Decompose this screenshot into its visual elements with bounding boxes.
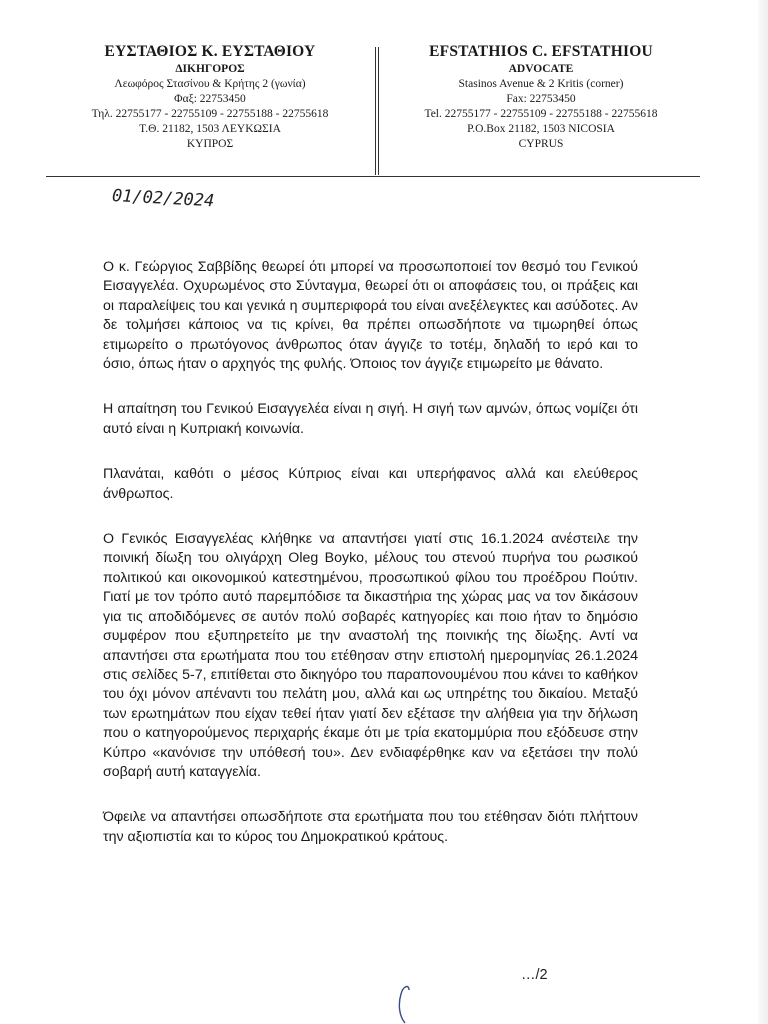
country-greek: ΚΥΠΡΟΣ bbox=[186, 138, 234, 150]
paragraph: Όφειλε να απαντήσει οπωσδήποτε στα ερωτήματα που του ετέθησαν διότι πλήττουν την αξιοπιστία και το κύρος του Δημοκρατικού κράτους. bbox=[103, 809, 638, 845]
letterhead-divider-2 bbox=[378, 47, 379, 175]
letterhead-divider bbox=[375, 47, 376, 175]
fax-greek: Φαξ: 22753450 bbox=[174, 93, 246, 105]
letter-body bbox=[103, 258, 638, 873]
address-english: Stasinos Avenue & 2 Kritis (corner) bbox=[458, 78, 624, 90]
page-continuation: …/2 bbox=[521, 967, 548, 983]
phones-greek: Τηλ. 22755177 - 22755109 - 22755188 - 22755618 bbox=[91, 108, 329, 120]
paragraph: Πλανάται, καθότι ο μέσος Κύπριος είναι και υπερήφανος αλλά και ελεύθερος άνθρωπος. bbox=[103, 466, 638, 502]
lawyer-title-english: ADVOCATE bbox=[508, 63, 574, 75]
paragraph: Ο κ. Γεώργιος Σαββίδης θεωρεί ότι μπορεί να προσωποποιεί τον θεσμό του Γενικού Εισαγγελέα. Οχυρωμένος στο Σύνταγμα, θεωρεί ότι οι αποφάσεις του, οι πράξεις και οι παραλείψεις του και γενικά η συμπεριφορά του είναι ανεξέλεγκτες και ασύδοτες. Αν δε τολμήσει κάποιος να τις κρίνει, θα πρέπει οπωσδήποτε να τιμωρηθεί όπως ετιμωρείτο ο πρωτόγονος άνθρωπος όταν άγγιζε το τοτέμ, δηλαδή το ιερό και το όσιο, όπως ήταν ο αρχηγός της φυλής. Όποιος τον άγγιζε ετιμωρείτο με θάνατο. bbox=[103, 259, 638, 373]
handwritten-mark bbox=[395, 976, 413, 1024]
lawyer-name-english: EFSTATHIOS C. EFSTATHIOU bbox=[429, 43, 653, 60]
page-edge-shadow bbox=[758, 0, 768, 1024]
paragraph: Ο Γενικός Εισαγγελέας κλήθηκε να απαντήσει γιατί στις 16.1.2024 ανέστειλε την ποινική δίωξη του ολιγάρχη Oleg Boyko, μέλους του στενού πυρήνα του ρωσικού πολιτικού και οικονομικού κατεστημένου, προσωπικού φίλου του προέδρου Πούτιν. Γιατί με τον τρόπο αυτό παρεμπόδισε τα δικαστήρια της χώρας μας να τον δικάσουν για τις αποδιδόμενες σε αυτόν πολύ σοβαρές κατηγορίες και ποιο ήταν το δημόσιο συμφέρον που εξυπηρετείτο με την αναστολή της ποινικής της δίωξης. Αντί να απαντήσει στα ερωτήματα που του ετέθησαν στην επιστολή ημερομηνίας 26.1.2024 στις σελίδες 5-7, επιτίθεται στο δικηγόρο του παραπονουμένου που κάνει το καθήκον του όχι μόνον απέναντι του πελάτη μου, αλλά και ως υπηρέτης του δικαίου. Μεταξύ των ερωτημάτων που είχαν τεθεί ήταν γιατί δεν εξέτασε την αλήθεια για την δήλωση που ο κατηγορούμενος περιχαρής έκαμε ότι με τρία εκατομμύρια που εξόδευσε στην Κύπρο «κανόνισε την υπόθεσή του». Δεν ενδιαφέρθηκε καν να εξετάσει την πολύ σοβαρή αυτή καταγγελία. bbox=[103, 531, 638, 780]
letterhead-rule bbox=[46, 176, 700, 177]
pobox-greek: Τ.Θ. 21182, 1503 ΛΕΥΚΩΣΙΑ bbox=[139, 123, 281, 135]
address-greek: Λεωφόρος Στασίνου & Κρήτης 2 (γωνία) bbox=[114, 78, 306, 90]
fax-english: Fax: 22753450 bbox=[506, 93, 576, 105]
letterhead bbox=[46, 42, 700, 178]
lawyer-title-greek: ΔΙΚΗΓΟΡΟΣ bbox=[175, 63, 245, 75]
phones-english: Tel. 22755177 - 22755109 - 22755188 - 22755618 bbox=[424, 108, 658, 120]
lawyer-name-greek: ΕΥΣΤΑΘΙΟΣ Κ. ΕΥΣΤΑΘΙΟΥ bbox=[104, 43, 316, 60]
country-english: CYPRUS bbox=[518, 138, 564, 150]
handwritten-date: 01/02/2024 bbox=[111, 186, 215, 212]
paragraph: Η απαίτηση του Γενικού Εισαγγελέα είναι η σιγή. Η σιγή των αμνών, όπως νομίζει ότι αυτό είναι η Κυπριακή κοινωνία. bbox=[103, 401, 638, 437]
letterhead-english bbox=[382, 42, 700, 152]
pobox-english: P.O.Box 21182, 1503 NICOSIA bbox=[467, 123, 615, 135]
letterhead-greek bbox=[46, 42, 374, 152]
